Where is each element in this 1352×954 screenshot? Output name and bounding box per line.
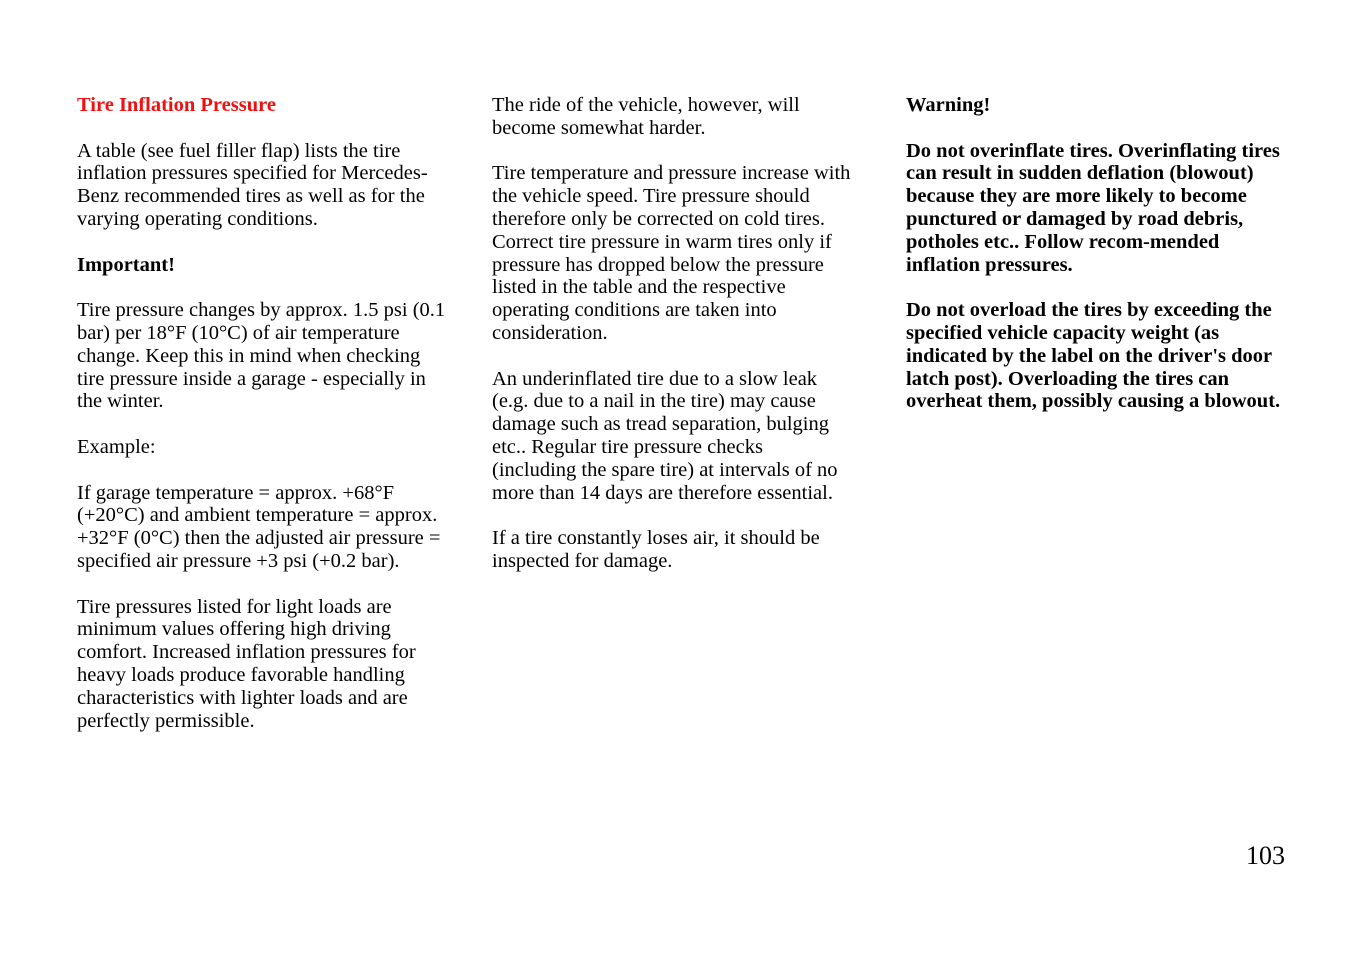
section-heading: Tire Inflation Pressure — [77, 94, 276, 116]
ride-paragraph: The ride of the vehicle, however, will become somewhat harder. — [492, 94, 800, 139]
light-loads-paragraph: Tire pressures listed for light loads are minimum values offering high driving comfort. Increased inflation pressures for heavy loads produce favorable handling characteristics with lighter loads and are perfectly permissible. — [77, 595, 416, 732]
loses-air-paragraph: If a tire constantly loses air, it should be inspected for damage. — [492, 527, 820, 572]
page-number: 103 — [1246, 841, 1285, 870]
underinflated-paragraph: An underinflated tire due to a slow leak (e.g. due to a nail in the tire) may cause damage such as tread separation, bulging etc.. Regular tire pressure checks (including the spare tire) at intervals of no more than 14 days are therefore essential. — [492, 367, 838, 504]
pressure-change-paragraph: Tire pressure changes by approx. 1.5 psi (0.1 bar) per 18°F (10°C) of air temperature change. Keep this in mind when checking tire pressure inside a garage - especially in the winter. — [77, 299, 446, 413]
important-label: Important! — [77, 253, 175, 276]
example-label: Example: — [77, 435, 156, 458]
overload-warning: Do not overload the tires by exceeding the specified vehicle capacity weight (as indicated by the label on the driver's door latch post). Overloading the tires can overheat them, possibly causing a blowout. — [906, 299, 1281, 413]
column-left — [77, 94, 449, 755]
column-middle — [492, 94, 852, 596]
temperature-paragraph: Tire temperature and pressure increase with the vehicle speed. Tire pressure should therefore only be corrected on cold tires. Correct tire pressure in warm tires only if pressure has dropped below the pressure listed in the table and the respective operating conditions are taken into consideration. — [492, 162, 851, 344]
example-paragraph: If garage temperature = approx. +68°F (+20°C) and ambient temperature = approx. +32°F (0°C) then the adjusted air pressure = specified air pressure +3 psi (+0.2 bar). — [77, 481, 441, 572]
overinflate-warning: Do not overinflate tires. Overinflating tires can result in sudden deflation (blowout) because they are more likely to become punctured or damaged by road debris, potholes etc.. Follow recom-mended inflation pressures. — [906, 139, 1280, 276]
intro-paragraph: A table (see fuel filler flap) lists the tire inflation pressures specified for Mercedes-Benz recommended tires as well as for the varying operating conditions. — [77, 139, 428, 230]
column-right — [906, 94, 1286, 436]
warning-label: Warning! — [906, 94, 991, 116]
